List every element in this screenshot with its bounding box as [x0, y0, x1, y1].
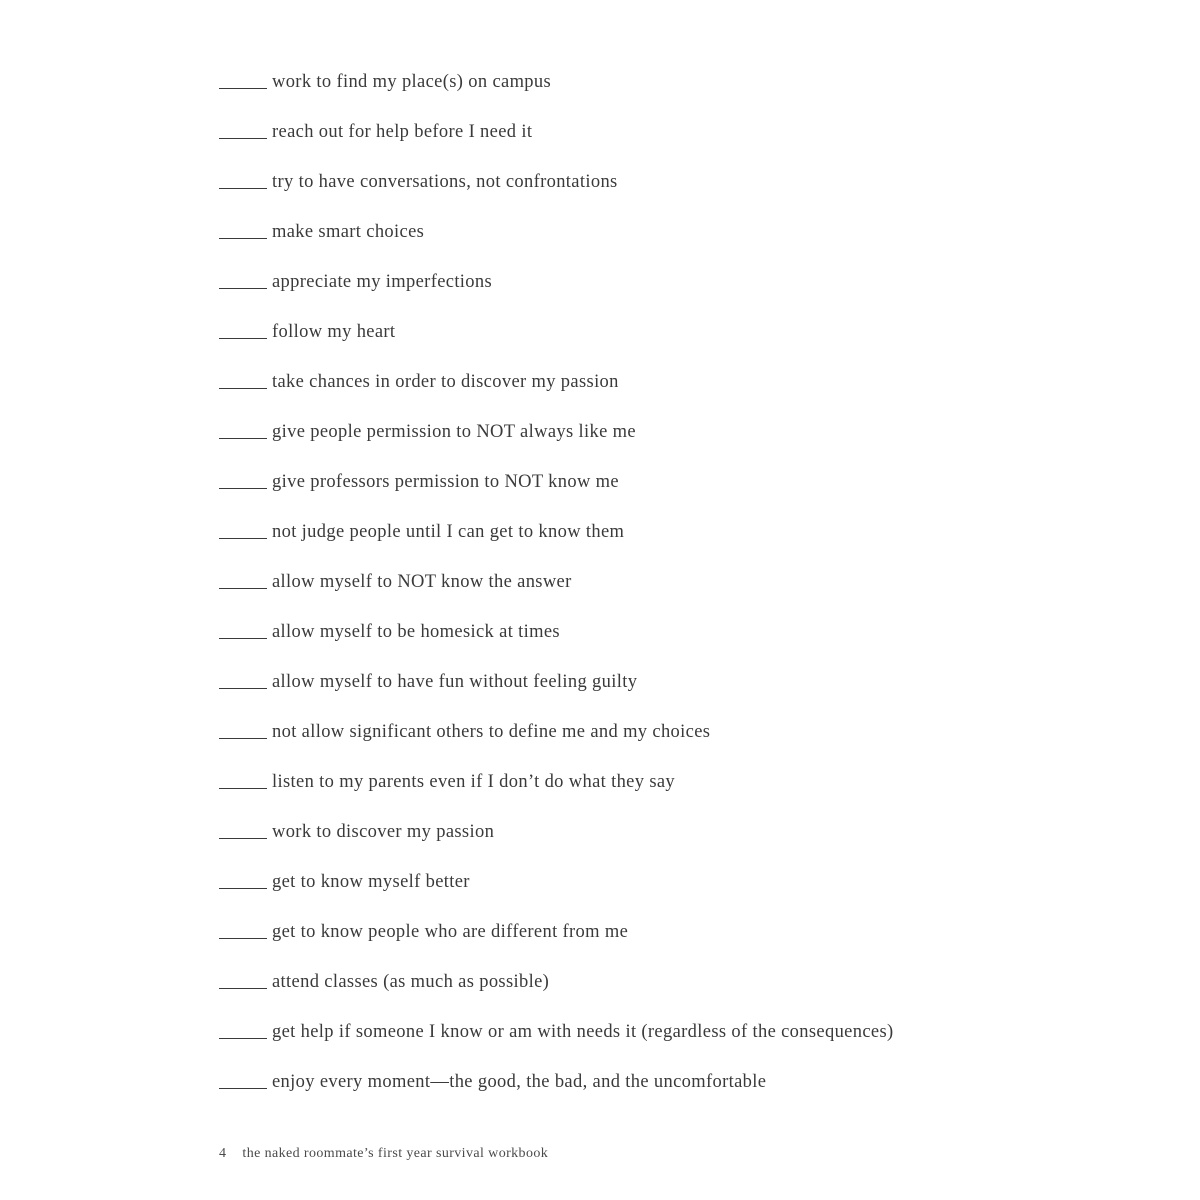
answer-blank — [219, 637, 267, 639]
checklist-item-text: give people permission to NOT always like me — [272, 422, 636, 442]
answer-blank — [219, 1037, 267, 1039]
checklist-item-text: attend classes (as much as possible) — [272, 972, 550, 992]
answer-blank — [219, 137, 267, 139]
answer-blank — [219, 287, 267, 289]
checklist-item — [219, 722, 1119, 772]
checklist-item — [219, 672, 1119, 722]
checklist-item — [219, 922, 1119, 972]
checklist-item-text: not judge people until I can get to know them — [272, 522, 625, 542]
checklist-item-text: make smart choices — [272, 222, 425, 242]
answer-blank — [219, 787, 267, 789]
checklist — [219, 72, 1119, 1122]
answer-blank — [219, 537, 267, 539]
checklist-item — [219, 872, 1119, 922]
answer-blank — [219, 987, 267, 989]
checklist-item — [219, 972, 1119, 1022]
checklist-item-text: get help if someone I know or am with needs it (regardless of the consequences) — [272, 1022, 894, 1042]
checklist-item — [219, 822, 1119, 872]
answer-blank — [219, 237, 267, 239]
answer-blank — [219, 437, 267, 439]
checklist-item — [219, 122, 1119, 172]
checklist-item — [219, 422, 1119, 472]
page-footer — [219, 1146, 548, 1162]
checklist-item — [219, 372, 1119, 422]
answer-blank — [219, 187, 267, 189]
checklist-item — [219, 472, 1119, 522]
checklist-item-text: listen to my parents even if I don’t do what they say — [272, 772, 676, 792]
answer-blank — [219, 937, 267, 939]
page-number: 4 — [219, 1146, 227, 1161]
checklist-item — [219, 572, 1119, 622]
checklist-item — [219, 72, 1119, 122]
answer-blank — [219, 487, 267, 489]
checklist-item-text: work to discover my passion — [272, 822, 495, 842]
checklist-item — [219, 1022, 1119, 1072]
answer-blank — [219, 87, 267, 89]
checklist-item — [219, 622, 1119, 672]
book-title: the naked roommate’s first year survival workbook — [242, 1146, 549, 1161]
checklist-item — [219, 322, 1119, 372]
checklist-item — [219, 272, 1119, 322]
answer-blank — [219, 1087, 267, 1089]
answer-blank — [219, 887, 267, 889]
checklist-item-text: enjoy every moment—the good, the bad, and the uncomfortable — [272, 1072, 767, 1092]
checklist-item — [219, 1072, 1119, 1122]
checklist-item-text: allow myself to be homesick at times — [272, 622, 560, 642]
checklist-item-text: work to find my place(s) on campus — [272, 72, 552, 92]
checklist-item — [219, 222, 1119, 272]
answer-blank — [219, 837, 267, 839]
answer-blank — [219, 337, 267, 339]
checklist-item-text: take chances in order to discover my passion — [272, 372, 619, 392]
answer-blank — [219, 587, 267, 589]
checklist-item-text: allow myself to have fun without feeling guilty — [272, 672, 638, 692]
checklist-item-text: reach out for help before I need it — [272, 122, 533, 142]
checklist-item — [219, 172, 1119, 222]
answer-blank — [219, 687, 267, 689]
checklist-item-text: follow my heart — [272, 322, 396, 342]
answer-blank — [219, 387, 267, 389]
checklist-item — [219, 772, 1119, 822]
checklist-item-text: not allow significant others to define me and my choices — [272, 722, 711, 742]
checklist-item — [219, 522, 1119, 572]
answer-blank — [219, 737, 267, 739]
checklist-item-text: give professors permission to NOT know me — [272, 472, 619, 492]
checklist-item-text: get to know myself better — [272, 872, 470, 892]
checklist-item-text: allow myself to NOT know the answer — [272, 572, 572, 592]
checklist-item-text: get to know people who are different from me — [272, 922, 629, 942]
checklist-item-text: appreciate my imperfections — [272, 272, 493, 292]
checklist-item-text: try to have conversations, not confrontations — [272, 172, 618, 192]
